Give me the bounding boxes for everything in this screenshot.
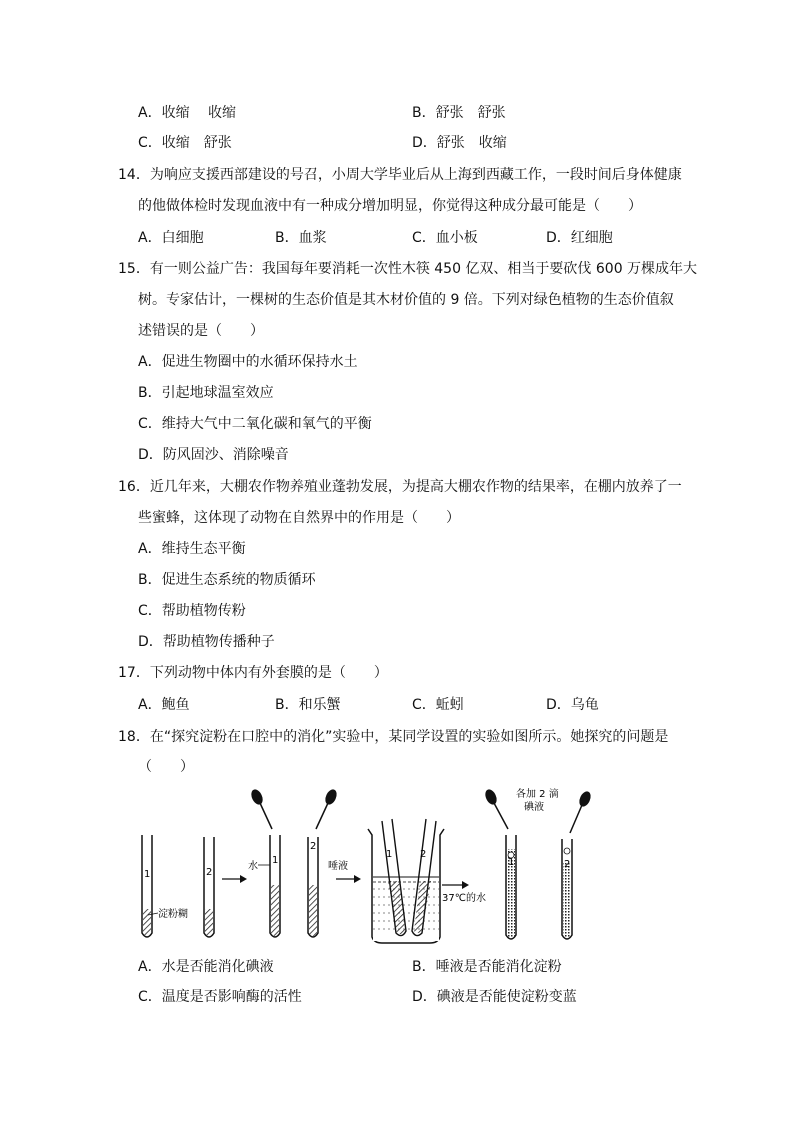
q15-option-c: C．维持大气中二氧化碳和氧气的平衡	[138, 416, 372, 432]
tube-1-label-b: 1	[272, 855, 279, 866]
arrow-icon	[222, 875, 247, 883]
q15-stem-line1: 15．有一则公益广告：我国每年要消耗一次性木筷 450 亿双、相当于要砍伐 600 万棵成年大	[118, 261, 698, 277]
beaker-tube-1-label: 1	[386, 849, 393, 860]
q16-option-d: D．帮助植物传播种子	[138, 634, 275, 650]
label-37c-water: 37℃的水	[442, 893, 486, 904]
q15-option-d: D．防风固沙、消除噪音	[138, 447, 289, 463]
q14-stem-line2: 的他做体检时发现血液中有一种成分增加明显，你觉得这种成分最可能是（ ）	[138, 198, 642, 214]
q17-stem: 17．下列动物中体内有外套膜的是（ ）	[118, 665, 388, 681]
tube-2-label-b: 2	[310, 841, 317, 852]
dropper-icon	[316, 788, 339, 829]
q13-option-d: D．舒张 收缩	[412, 135, 507, 151]
q15-stem-line3: 述错误的是（ ）	[138, 323, 264, 339]
label-iodine-line2: 碘液	[524, 802, 544, 813]
q13-option-c: C．收缩 舒张	[138, 135, 232, 151]
q15-stem-line2: 树。专家估计，一棵树的生态价值是其木材价值的 9 倍。下列对绿色植物的生态价值叙	[138, 292, 674, 308]
label-water: 水	[248, 861, 258, 872]
q17-option-c: C．蚯蚓	[412, 697, 464, 713]
q16-option-c: C．帮助植物传粉	[138, 603, 246, 619]
beaker-37c-water	[368, 819, 444, 943]
q14-stem-line1: 14．为响应支援西部建设的号召，小周大学毕业后从上海到西藏工作，一段时间后身体健康	[118, 167, 682, 183]
dropper-icon	[249, 788, 272, 829]
q18-stem-line2: （ ）	[138, 759, 194, 775]
q17-option-d: D．乌龟	[546, 697, 599, 713]
q18-option-a: A．水是否能消化碘液	[138, 959, 274, 975]
q15-option-a: A．促进生物圈中的水循环保持水土	[138, 354, 358, 370]
tube-2-label: 2	[206, 867, 213, 878]
q13-option-b: B．舒张 舒张	[412, 105, 506, 121]
label-starch: 淀粉糊	[158, 909, 188, 920]
dropper-icon	[570, 790, 593, 833]
final-tube-2-label: 2	[564, 859, 571, 870]
test-tube-1-starch	[142, 835, 152, 937]
arrow-icon	[442, 881, 469, 889]
beaker-tube-2-label: 2	[420, 849, 427, 860]
q18-option-d: D．碘液是否能使淀粉变蓝	[412, 989, 577, 1005]
q16-option-b: B．促进生态系统的物质循环	[138, 572, 316, 588]
q14-option-d: D．红细胞	[546, 230, 613, 246]
q15-option-b: B．引起地球温室效应	[138, 385, 274, 401]
experiment-figure	[130, 785, 610, 950]
tube-1-label: 1	[144, 869, 151, 880]
test-tube-2-iodine	[562, 790, 593, 939]
q17-option-a: A．鲍鱼	[138, 697, 190, 713]
q18-stem-line1: 18．在“探究淀粉在口腔中的消化”实验中，某同学设置的实验如图所示。她探究的问题是	[118, 729, 669, 745]
dropper-icon	[483, 788, 508, 829]
q13-option-a: A．收缩 收缩	[138, 105, 237, 121]
label-iodine-line1: 各加 2 滴	[516, 789, 559, 800]
test-tube-2-starch	[204, 837, 214, 937]
q18-option-c: C．温度是否影响酶的活性	[138, 989, 302, 1005]
q18-option-b: B．唾液是否能消化淀粉	[412, 959, 562, 975]
q14-option-c: C．血小板	[412, 230, 478, 246]
q16-stem-line1: 16．近几年来，大棚农作物养殖业蓬勃发展，为提高大棚农作物的结果率，在棚内放养了一	[118, 479, 682, 495]
q14-option-a: A．白细胞	[138, 230, 204, 246]
arrow-icon	[336, 875, 361, 883]
q16-stem-line2: 些蜜蜂，这体现了动物在自然界中的作用是（ ）	[138, 510, 460, 526]
q14-option-b: B．血浆	[275, 230, 327, 246]
q17-option-b: B．和乐蟹	[275, 697, 341, 713]
final-tube-1-label: 1	[508, 857, 515, 868]
label-saliva: 唾液	[328, 861, 348, 872]
test-tube-1-iodine	[483, 788, 516, 939]
q16-option-a: A．维持生态平衡	[138, 541, 246, 557]
